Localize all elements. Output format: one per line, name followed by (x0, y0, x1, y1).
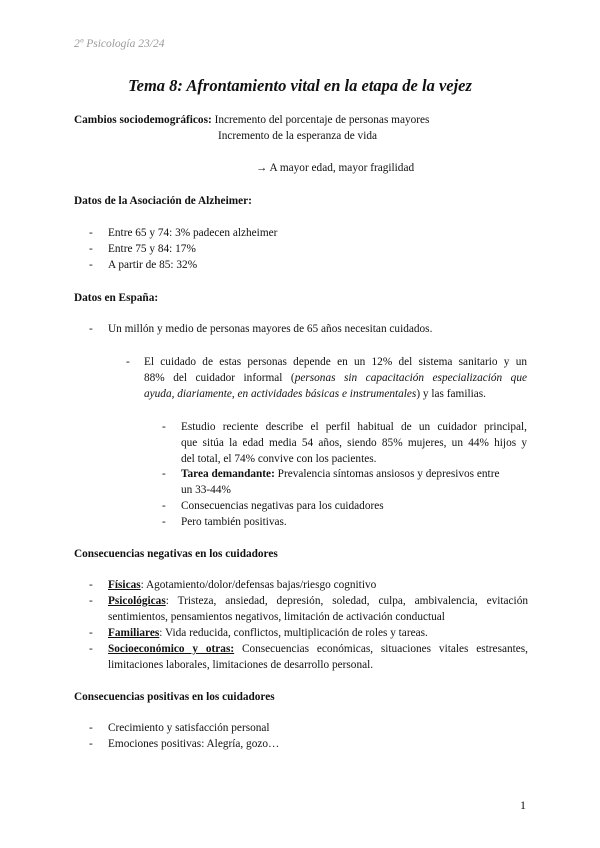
alzheimer-item: - A partir de 85: 32% (89, 259, 198, 271)
neg-fisicas: - Físicas: Agotamiento/dolor/defensas bajas/riesgo cognitivo (89, 579, 377, 591)
page-number: 1 (520, 798, 526, 812)
pos-item: - Pero también positivas. (162, 516, 287, 528)
negative-heading: Consecuencias negativas en los cuidadores (74, 548, 278, 560)
neg-psico-line1: Psicológicas: Tristeza, ansiedad, depresión, soledad, culpa, ambivalencia, evitación (108, 595, 528, 607)
alzheimer-item: - Entre 75 y 84: 17% (89, 243, 196, 255)
spain-sub-line2: 88% del cuidador informal (personas sin capacitación especialización que (144, 372, 527, 384)
study-line1: Estudio reciente describe el perfil habitual de un cuidador principal, (181, 421, 527, 433)
sociodemo-label: Cambios sociodemográficos: (74, 114, 212, 126)
neg-psico-line2: sentimientos, pensamientos negativos, limitación de activación conductual (108, 611, 445, 623)
page-header: 2º Psicología 23/24 (74, 38, 165, 50)
neg-socio-line2: limitaciones laborales, limitaciones de desarrollo personal. (108, 659, 374, 671)
document-page: 2º Psicología 23/24 Tema 8: Afrontamiento vital en la etapa de la vejez Cambios sociodemográficos: Incremento del porcentaje de personas mayores Incremento de la esperanza de vida → A mayor edad, mayor fragilidad Datos de la Asociación de Alzheimer: - Entre 65 y 74: 3% padecen alzheimer - Entre 75 y 84: 17% - A partir de 85: 32% Datos en España: - Un millón y medio de personas mayores de 65 años necesitan cuidados. - El cuidado de estas personas depende en un 12% del sistema sanitario y un 88% del cuidador informal (personas sin capacitación especialización que ayuda, diariamente, en actividades básicas e instrumentales) y las familias. - Estudio reciente describe el perfil habitual de un cuidador principal, que sitúa la edad media 54 años, siendo 85% mujeres, un 44% hijos y del total, el 74% convive con los pacientes. - Tarea demandante: Prevalencia síntomas ansiosos y depresivos entre un 33-44% - Consecuencias negativas para los cuidadores - Pero también positivas. Consecuencias negativas en los cuidadores - Físicas: Agotamiento/dolor/defensas bajas/riesgo cognitivo - Psicológicas: Tristeza, ansiedad, depresión, soledad, culpa, ambivalencia, evitación sentimientos, pensamientos negativos, limitación de activación conductual - Familiares: Vida reducida, conflictos, multiplicación de roles y tareas. - Socioeconómico y otras: Consecuencias económicas, situaciones vitales estresantes, limitaciones laborales, limitaciones de desarrollo personal. Consecuencias positivas en los cuidadores - Crecimiento y satisfacción personal - Emociones positivas: Alegría, gozo… 1 (0, 0, 600, 848)
positive-item: - Emociones positivas: Alegría, gozo… (89, 738, 280, 750)
task-line1: Tarea demandante: Prevalencia síntomas ansiosos y depresivos entre (181, 468, 500, 480)
neg-familiares: - Familiares: Vida reducida, conflictos, multiplicación de roles y tareas. (89, 627, 428, 639)
positive-item: - Crecimiento y satisfacción personal (89, 722, 270, 734)
neg-socio-line1: Socioeconómico y otras: Consecuencias económicas, situaciones vitales estresantes, (108, 643, 528, 655)
sociodemo-arrow: → A mayor edad, mayor fragilidad (256, 162, 415, 174)
alzheimer-heading: Datos de la Asociación de Alzheimer: (74, 195, 252, 207)
spain-heading: Datos en España: (74, 292, 159, 304)
positive-heading: Consecuencias positivas en los cuidadores (74, 691, 275, 703)
task-line2: un 33-44% (181, 484, 231, 496)
spain-item: - Un millón y medio de personas mayores de 65 años necesitan cuidados. (89, 323, 433, 335)
alzheimer-item: - Entre 65 y 74: 3% padecen alzheimer (89, 227, 278, 239)
study-line3: del total, el 74% convive con los pacientes. (181, 453, 377, 465)
sociodemo-line1: Cambios sociodemográficos: Incremento del porcentaje de personas mayores (74, 114, 430, 126)
page-title: Tema 8: Afrontamiento vital en la etapa de la vejez (128, 76, 472, 95)
spain-sub-line3: ayuda, diariamente, en actividades básicas e instrumentales) y las familias. (144, 388, 486, 400)
sociodemo-line2: Incremento de la esperanza de vida (218, 130, 378, 142)
study-line2: que sitúa la edad media 54 años, siendo 85% mujeres, un 44% hijos y (181, 437, 527, 449)
neg-item: - Consecuencias negativas para los cuidadores (162, 500, 384, 512)
spain-sub-line1: El cuidado de estas personas depende en un 12% del sistema sanitario y un (144, 356, 527, 368)
